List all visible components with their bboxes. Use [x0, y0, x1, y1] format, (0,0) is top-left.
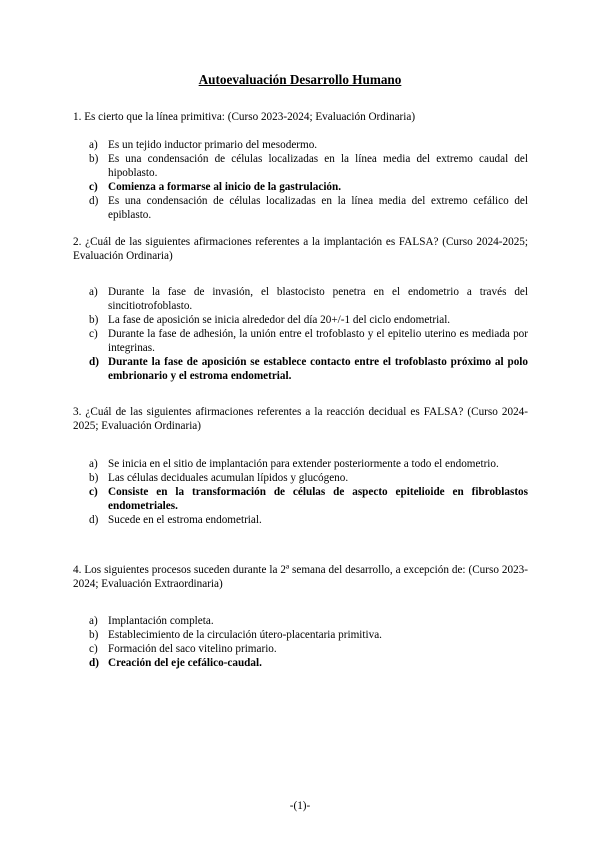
- option-4a: a) Implantación completa.: [89, 615, 214, 627]
- options-list-1: [89, 138, 528, 222]
- option-1d: d) Es una condensación de células localizadas en la línea media del extremo cefálico del epiblasto.: [89, 195, 528, 221]
- option-2c: c) Durante la fase de adhesión, la unión entre el trofoblasto y el epitelio uterino es mediada por integrinas.: [89, 328, 528, 354]
- option-1a: a) Es un tejido inductor primario del mesodermo.: [89, 139, 318, 151]
- options-list-4: [89, 614, 528, 670]
- option-1b: b) Es una condensación de células localizadas en la línea media del extremo caudal del hipoblasto.: [89, 153, 528, 179]
- option-4b: b) Establecimiento de la circulación útero-placentaria primitiva.: [89, 629, 382, 641]
- option-2b: b) La fase de aposición se inicia alrededor del día 20+/-1 del ciclo endometrial.: [89, 314, 451, 326]
- question-2: 2. ¿Cuál de las siguientes afirmaciones referentes a la implantación es FALSA? (Curso 2024-2025; Evaluación Ordinaria): [73, 236, 528, 262]
- option-1c-correct: c) Comienza a formarse al inicio de la gastrulación.: [89, 181, 342, 193]
- options-list-2: [89, 285, 528, 383]
- page-title: Autoevaluación Desarrollo Humano: [198, 72, 402, 87]
- question-1: 1. Es cierto que la línea primitiva: (Curso 2023-2024; Evaluación Ordinaria): [73, 111, 416, 123]
- question-3: 3. ¿Cuál de las siguientes afirmaciones referentes a la reacción decidual es FALSA? (Curso 2024-2025; Evaluación Ordinaria): [73, 406, 528, 432]
- options-list-3: [89, 457, 528, 527]
- option-3c-correct: c) Consiste en la transformación de células de aspecto epitelioide en fibroblastos endometriales.: [89, 486, 528, 512]
- option-4d-correct: d) Creación del eje cefálico-caudal.: [89, 657, 262, 669]
- question-4: 4. Los siguientes procesos suceden durante la 2ª semana del desarrollo, a excepción de: (Curso 2023-2024; Evaluación Extraordinaria): [73, 564, 528, 590]
- option-4c: c) Formación del saco vitelino primario.: [89, 643, 277, 655]
- option-2a: a) Durante la fase de invasión, el blastocisto penetra en el endometrio a través del sincitiotrofoblasto.: [89, 286, 528, 312]
- option-3b: b) Las células deciduales acumulan lípidos y glucógeno.: [89, 472, 349, 484]
- option-3d: d) Sucede en el estroma endometrial.: [89, 514, 262, 526]
- page-number: -(1)-: [289, 800, 311, 812]
- option-2d-correct: d) Durante la fase de aposición se establece contacto entre el trofoblasto próximo al polo embrionario y el estroma endometrial.: [89, 356, 528, 382]
- option-3a: a) Se inicia en el sitio de implantación para extender posteriormente a todo el endometrio.: [89, 458, 499, 470]
